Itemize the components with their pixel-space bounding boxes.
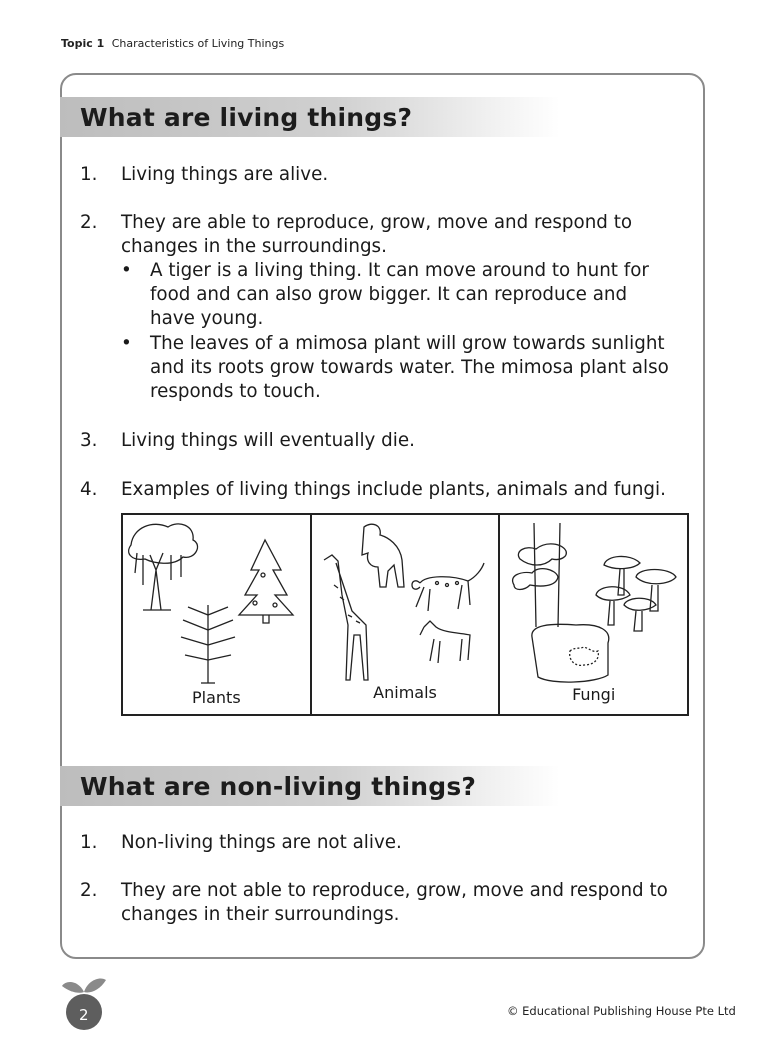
item-number: 1. bbox=[80, 164, 98, 185]
item-number: 2. bbox=[80, 880, 98, 901]
fungi-cell bbox=[500, 515, 687, 714]
topic-label: Topic 1 bbox=[61, 37, 105, 50]
bullet-text: responds to touch. bbox=[150, 381, 321, 402]
animals-cell bbox=[312, 515, 501, 714]
item-text: changes in their surroundings. bbox=[121, 904, 400, 925]
bullet-text: and its roots grow towards water. The mimosa plant also bbox=[150, 357, 669, 378]
copyright: © Educational Publishing House Pte Ltd bbox=[507, 1004, 736, 1018]
item-text: changes in the surroundings. bbox=[121, 236, 387, 257]
plants-cell bbox=[123, 515, 312, 714]
bullet-text: food and can also grow bigger. It can reproduce and bbox=[150, 284, 628, 305]
item-number: 1. bbox=[80, 832, 98, 853]
bullet-text: have young. bbox=[150, 308, 264, 329]
caption-animals: Animals bbox=[373, 683, 437, 702]
item-text: Living things are alive. bbox=[121, 164, 329, 185]
item-number: 3. bbox=[80, 430, 98, 451]
item-text: They are not able to reproduce, grow, move and respond to bbox=[121, 880, 668, 901]
item-number: 2. bbox=[80, 212, 98, 233]
bullet-icon: • bbox=[121, 333, 132, 354]
topic-title: Characteristics of Living Things bbox=[111, 37, 285, 50]
examples-table bbox=[121, 513, 689, 716]
section-heading-living: What are living things? bbox=[80, 103, 413, 132]
plants-illustration bbox=[123, 515, 309, 715]
item-text: They are able to reproduce, grow, move and respond to bbox=[121, 212, 633, 233]
item-text: Non-living things are not alive. bbox=[121, 832, 402, 853]
topic-header bbox=[61, 37, 284, 50]
bullet-icon: • bbox=[121, 260, 132, 281]
item-text: Examples of living things include plants, animals and fungi. bbox=[121, 479, 666, 500]
bullet-text: A tiger is a living thing. It can move around to hunt for bbox=[150, 260, 649, 281]
caption-fungi: Fungi bbox=[572, 685, 616, 704]
item-text: Living things will eventually die. bbox=[121, 430, 415, 451]
section-heading-band bbox=[60, 766, 560, 806]
section-heading-band bbox=[60, 97, 560, 137]
page-number: 2 bbox=[79, 1006, 89, 1024]
caption-plants: Plants bbox=[192, 688, 241, 707]
bullet-text: The leaves of a mimosa plant will grow towards sunlight bbox=[150, 333, 665, 354]
section-heading-non-living: What are non-living things? bbox=[80, 772, 477, 801]
item-number: 4. bbox=[80, 479, 98, 500]
